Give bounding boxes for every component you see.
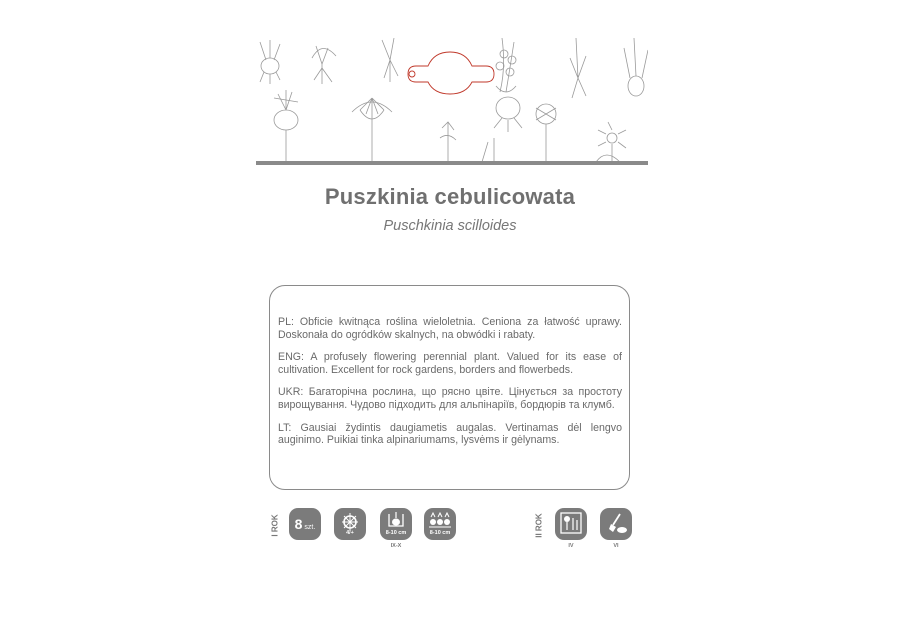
shovel-icon [600, 508, 632, 540]
year1-label: I ROK [270, 514, 280, 537]
hardiness-caption: 4/+ [346, 530, 354, 536]
quantity-tile [289, 508, 321, 540]
description-box [269, 285, 630, 490]
planting-depth-caption: 8-10 cm [385, 530, 407, 536]
lifting-tile [600, 508, 632, 540]
product-title: Puszkinia cebulicowata [324, 184, 576, 209]
lifting-month: VI [613, 543, 619, 549]
hardiness-tile [334, 508, 366, 540]
flowering-icon [555, 508, 587, 540]
spacing-caption: 8-10 cm [429, 530, 451, 536]
spacing-tile [424, 508, 456, 540]
brand-seal [408, 52, 494, 94]
planting-depth-tile [380, 508, 412, 540]
flowering-tile [555, 508, 587, 540]
botanical-illustration [256, 38, 648, 166]
flowering-month: IV [568, 543, 574, 549]
description-eng: ENG: A profusely flowering perennial plant. Valued for its ease of cultivation. Excellent for rock gardens, borders and flowerbeds. [278, 351, 622, 376]
description-ukr: UKR: Багаторічна рослина, що рясно цвіте. Цінується за простоту вирощування. Чудово підходить для альпінаріїв, бордюрів та клумб. [278, 386, 622, 411]
description-lt: LT: Gausiai žydintis daugiametis augalas. Vertinamas dėl lengvo auginimo. Puikiai tinka alpinariumams, lysvėms ir gėlynams. [278, 421, 622, 447]
planting-months: IX-X [390, 543, 402, 549]
quantity-number: 8 [294, 516, 303, 532]
description-pl: PL: Obficie kwitnąca roślina wieloletnia. Ceniona za łatwość uprawy. Doskonała do ogródków skalnych, na obwódki i rabaty. [278, 316, 622, 341]
quantity-unit: szt. [304, 524, 316, 531]
latin-name: Puschkinia scilloides [383, 218, 517, 234]
year2-label: II ROK [534, 513, 544, 538]
